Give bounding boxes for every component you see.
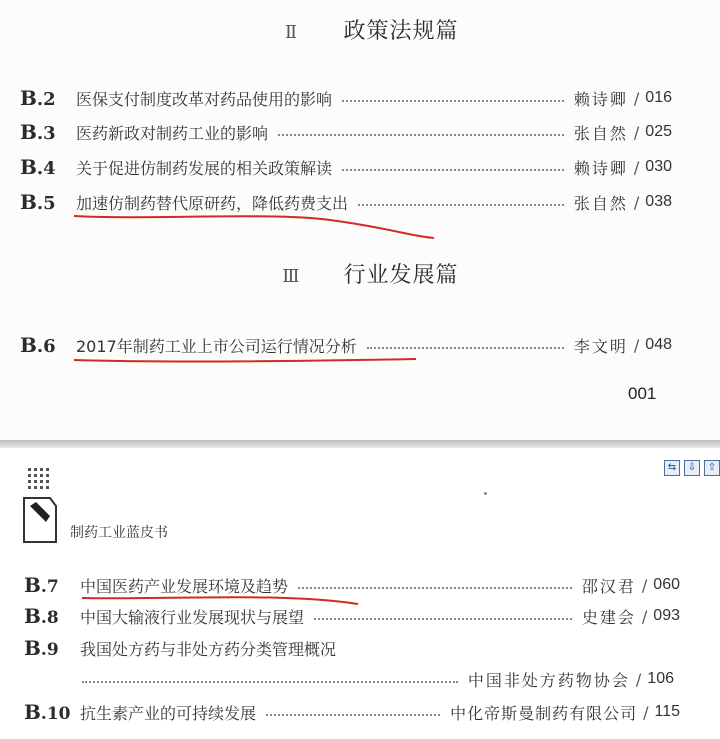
separator-slash: / bbox=[633, 192, 640, 212]
book-series-title: 制药工业蓝皮书 bbox=[70, 525, 168, 541]
entry-page: 106 bbox=[647, 670, 674, 687]
leader-dots bbox=[278, 134, 564, 136]
toc-page-bottom bbox=[0, 448, 720, 739]
entry-title: 加速仿制药替代原研药，降低药费支出 bbox=[76, 193, 349, 213]
entry-author: 李文明 bbox=[573, 336, 628, 356]
entry-author: 中化帝斯曼制药有限公司 bbox=[450, 703, 638, 723]
entry-author: 邵汉君 bbox=[581, 576, 636, 596]
section-title: 行业发展篇 bbox=[343, 263, 459, 288]
entry-page: 025 bbox=[645, 123, 672, 140]
entry-page: 038 bbox=[645, 193, 672, 210]
separator-slash: / bbox=[633, 335, 640, 355]
entry-author: 张自然 bbox=[573, 123, 628, 143]
entry-author: 赖诗卿 bbox=[573, 89, 628, 109]
section-heading-industry bbox=[0, 258, 720, 289]
section-number: Ⅲ bbox=[282, 266, 301, 287]
entry-page: 093 bbox=[653, 607, 680, 624]
toc-entry-b7[interactable] bbox=[24, 572, 680, 598]
section-title: 政策法规篇 bbox=[343, 19, 459, 44]
entry-page: 016 bbox=[645, 89, 672, 106]
toc-entry-b5[interactable] bbox=[20, 189, 672, 215]
toc-entry-b10[interactable] bbox=[24, 699, 680, 725]
leader-dots bbox=[82, 681, 458, 683]
entry-title: 中国大输液行业发展现状与展望 bbox=[80, 607, 305, 627]
separator-slash: / bbox=[641, 575, 648, 595]
entry-title: 医药新政对制药工业的影响 bbox=[76, 123, 269, 143]
entry-code: B.7 bbox=[24, 573, 59, 597]
entry-title: 2017年制药工业上市公司运行情况分析 bbox=[76, 336, 357, 356]
entry-page: 030 bbox=[645, 158, 672, 175]
entry-title: 关于促进仿制药发展的相关政策解读 bbox=[76, 158, 333, 178]
separator-slash: / bbox=[633, 88, 640, 108]
toc-entry-b6[interactable] bbox=[20, 332, 672, 358]
section-heading-policy bbox=[0, 14, 720, 45]
entry-code: B.10 bbox=[24, 700, 71, 724]
toc-entry-b3[interactable] bbox=[20, 119, 672, 145]
toc-entry-b9[interactable] bbox=[24, 635, 680, 661]
page-separator bbox=[0, 440, 720, 448]
entry-code: B.9 bbox=[24, 636, 59, 660]
arrow-down-icon[interactable]: ⇩ bbox=[684, 460, 700, 476]
toc-entry-b4[interactable] bbox=[20, 154, 672, 180]
toc-entry-b9-continuation bbox=[82, 666, 674, 692]
entry-author: 赖诗卿 bbox=[573, 158, 628, 178]
swap-icon[interactable]: ⇆ bbox=[664, 460, 680, 476]
entry-code: B.8 bbox=[24, 604, 59, 628]
entry-page: 115 bbox=[654, 703, 680, 720]
separator-slash: / bbox=[643, 702, 649, 722]
entry-page: 060 bbox=[653, 576, 680, 593]
entry-code: B.3 bbox=[20, 120, 56, 144]
entry-author: 中国非处方药物协会 bbox=[467, 670, 630, 690]
nav-icon-group bbox=[664, 460, 720, 476]
leader-dots bbox=[367, 347, 564, 349]
entry-code: B.5 bbox=[20, 190, 56, 214]
section-number: Ⅱ bbox=[284, 22, 299, 43]
toc-entry-b8[interactable] bbox=[24, 603, 680, 629]
leader-dots bbox=[298, 587, 572, 589]
leader-dots bbox=[342, 169, 564, 171]
scan-speck bbox=[484, 492, 487, 495]
separator-slash: / bbox=[635, 669, 642, 689]
leader-dots bbox=[358, 204, 564, 206]
separator-slash: / bbox=[633, 157, 640, 177]
entry-code: B.2 bbox=[20, 86, 56, 110]
separator-slash: / bbox=[641, 606, 648, 626]
entry-page: 048 bbox=[645, 336, 672, 353]
entry-author: 史建会 bbox=[581, 607, 636, 627]
leader-dots bbox=[266, 714, 440, 716]
entry-title: 我国处方药与非处方药分类管理概况 bbox=[80, 639, 337, 659]
separator-slash: / bbox=[633, 122, 640, 142]
arrow-up-icon[interactable]: ⇧ bbox=[704, 460, 720, 476]
entry-code: B.4 bbox=[20, 155, 56, 179]
entry-author: 张自然 bbox=[573, 193, 628, 213]
entry-title: 中国医药产业发展环境及趋势 bbox=[80, 576, 289, 596]
toc-entry-b2[interactable] bbox=[20, 85, 672, 111]
entry-title: 抗生素产业的可持续发展 bbox=[80, 703, 257, 723]
entry-title: 医保支付制度改革对药品使用的影响 bbox=[76, 89, 333, 109]
page-number: 001 bbox=[628, 384, 657, 403]
leader-dots bbox=[314, 618, 572, 620]
bluebook-logo-icon bbox=[22, 468, 62, 548]
entry-code: B.6 bbox=[20, 333, 56, 357]
leader-dots bbox=[342, 100, 564, 102]
